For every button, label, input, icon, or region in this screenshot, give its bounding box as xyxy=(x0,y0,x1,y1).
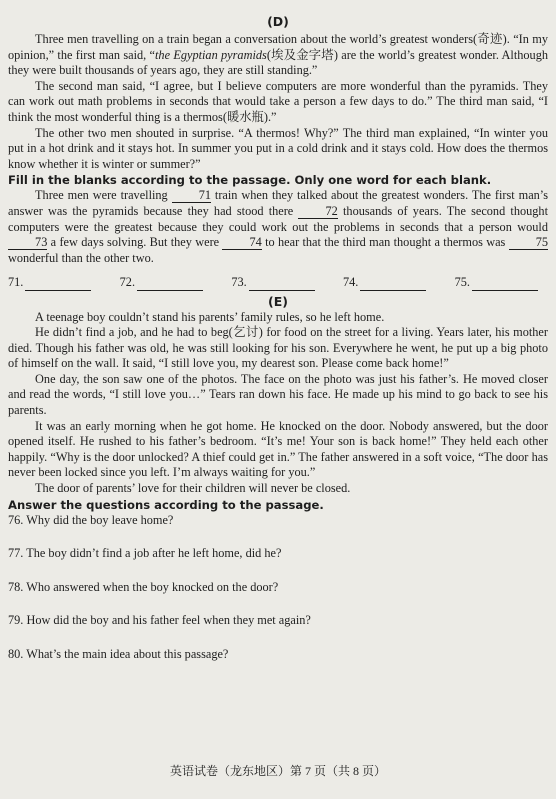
passage-body xyxy=(8,32,548,663)
answer-space-76[interactable] xyxy=(8,528,548,546)
answer-74-line[interactable] xyxy=(360,278,426,291)
answer-73: 73. xyxy=(231,275,314,291)
blank-72[interactable]: 72 xyxy=(298,205,337,219)
d-paragraph-2: The second man said, “I agree, but I believe computers are more wonderful than the pyramids. They can work out math problems in seconds that would take a person a few days to do.” The third man said, “I think the most wonderful thing is a thermos(暖水瓶).” xyxy=(8,78,548,124)
answer-space-77[interactable] xyxy=(8,562,548,580)
blank-73[interactable]: 73 xyxy=(8,236,47,250)
answer-75-line[interactable] xyxy=(472,278,538,291)
answer-74: 74. xyxy=(343,275,426,291)
blank-75[interactable]: 75 xyxy=(509,236,548,250)
e-instruction: Answer the questions according to the passage. xyxy=(8,497,324,512)
blank-74[interactable]: 74 xyxy=(222,236,261,250)
e-paragraph-4: It was an early morning when he got home. He knocked on the door. Nobody answered, but the door opened itself. He rushed to his father’s bedroom. “It’s me! Your son is back home!” They held each other happily. “Why is the door unlocked? A thief could get in.” The father answered in a soft voice, “The door has never been locked since you left. I’m always waiting for you.” xyxy=(8,418,548,480)
d-paragraph-1: Three men travelling on a train began a conversation about the world’s greatest wonders(奇迹). “In my opinion,” the first man said, “the Egyptian pyramids(埃及金字塔) are the world’s greatest wonder. Although they were built thousands of years ago, they are still standing.” xyxy=(8,32,548,78)
answer-lines xyxy=(8,275,538,291)
answer-space-78[interactable] xyxy=(8,595,548,613)
answer-71: 71. xyxy=(8,275,91,291)
answer-71-line[interactable] xyxy=(25,278,91,291)
section-d-title: (D) xyxy=(267,14,289,29)
question-79: 79. How did the boy and his father feel when they met again? xyxy=(8,613,311,628)
d-instruction: Fill in the blanks according to the passage. Only one word for each blank. xyxy=(8,173,492,188)
e-paragraph-5: The door of parents’ love for their children will never be closed. xyxy=(35,481,351,496)
answer-75: 75. xyxy=(455,275,538,291)
e-paragraph-2: He didn’t find a job, and he had to beg(乞讨) for food on the street for a living. Years later, his mother died. Though his father was old, he was still looking for his son. Everywhere he went, he put up a big photo of himself on the wall. It said, “I still love you, my dearest son. Please come back home!” xyxy=(8,325,548,371)
question-78: 78. Who answered when the boy knocked on the door? xyxy=(8,579,279,594)
blank-71[interactable]: 71 xyxy=(172,189,211,203)
question-76: 76. Why did the boy leave home? xyxy=(8,512,174,527)
italic-term: the Egyptian pyramids xyxy=(155,47,267,62)
e-paragraph-3: One day, the son saw one of the photos. The face on the photo was just his father’s. He moved closer and read the words, “I still love you…” Tears ran down his face. He made up his mind to go back to see his parents. xyxy=(8,371,548,418)
answer-72: 72. xyxy=(120,275,203,291)
question-77: 77. The boy didn’t find a job after he left home, did he? xyxy=(8,546,282,561)
answer-72-line[interactable] xyxy=(137,278,203,291)
cloze-summary: Three men were travelling 71 train when they talked about the greatest wonders. The first man’s answer was the pyramids because they had stood there 72 thousands of years. The second thought computers were the greatest because they could work out the problems in seconds that a person would73 a few days solving. But they were 74 to hear that the third man thought a thermos was 75 wonderful than the other two. xyxy=(8,188,549,265)
d-paragraph-3: The other two men shouted in surprise. “A thermos! Why?” The third man explained, “In winter you put in a hot drink and it stays hot. In summer you put in a cold drink and it stays cold. How does the thermos know whether it is winter or summer?” xyxy=(8,125,548,171)
section-e-title: (E) xyxy=(268,293,288,309)
question-80: 80. What’s the main idea about this passage? xyxy=(8,647,229,661)
answer-73-line[interactable] xyxy=(249,278,315,291)
e-paragraph-1: A teenage boy couldn’t stand his parents’ family rules, so he left home. xyxy=(35,309,385,324)
page-footer: 英语试卷（龙东地区）第 7 页（共 8 页） xyxy=(169,764,386,778)
answer-space-79[interactable] xyxy=(8,629,548,647)
